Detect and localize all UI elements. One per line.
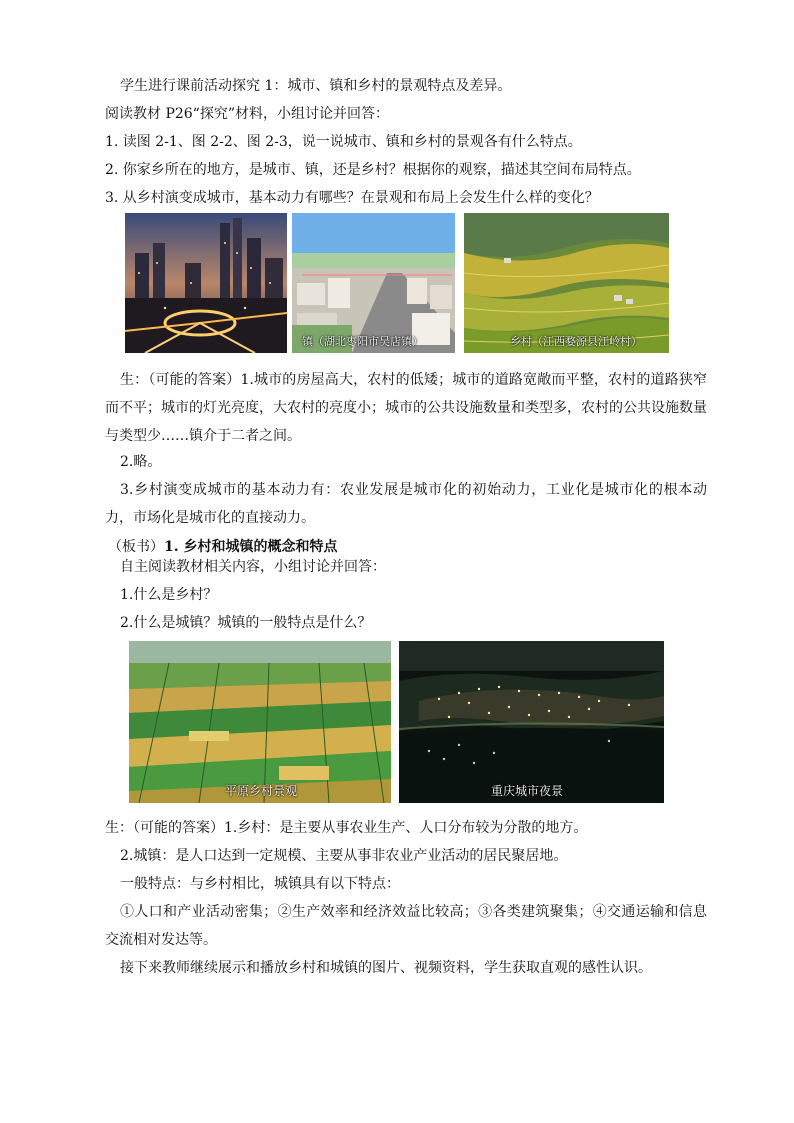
closing-remark: 接下来教师继续展示和播放乡村和城镇的图片、视频资料，学生获取直观的感性认识。 xyxy=(120,960,652,976)
answer-2: 2.略。 xyxy=(120,454,162,470)
question-3: 3. 从乡村演变成城市，基本动力有哪些？在景观和布局上会发生什么样的变化？ xyxy=(105,190,599,206)
question-what-is-village: 1.什么是乡村？ xyxy=(120,587,218,603)
chongqing-night-photo xyxy=(399,641,664,803)
answer-1: 生：（可能的答案）1.城市的房屋高大，农村的低矮；城市的道路宽敞而平整，农村的道路狭窄而不平；城市的灯光亮度，大农村的亮度小；城市的公共设施数量和类型多，农村的公共设施数量与类型少……镇介于二者之间。 xyxy=(105,372,707,444)
answer-3: 3.乡村演变成城市的基本动力有：农业发展是城市化的初始动力，工业化是城市化的根本动力，市场化是城市化的直接动力。 xyxy=(105,482,707,526)
question-1: 1. 读图 2-1、图 2-2、图 2-3，说一说城市、镇和乡村的景观各有什么特点。 xyxy=(105,134,582,150)
general-features-intro: 一般特点：与乡村相比，城镇具有以下特点： xyxy=(120,876,400,892)
board-title: 1. 乡村和城镇的概念和特点 xyxy=(164,539,338,555)
plain-village-photo xyxy=(129,641,391,803)
city-night-photo xyxy=(125,213,287,353)
question-2: 2. 你家乡所在的地方，是城市、镇，还是乡村？根据你的观察，描述其空间布局特点。 xyxy=(105,162,641,178)
chongqing-caption: 重庆城市夜景 xyxy=(491,784,564,798)
village-photo xyxy=(464,213,669,353)
board-heading xyxy=(108,537,718,557)
village-caption: 乡村（江西婺源县江岭村） xyxy=(510,335,642,348)
town-caption: 镇（湖北枣阳市吴店镇） xyxy=(302,335,423,348)
self-reading-instruction: 自主阅读教材相关内容，小组讨论并回答： xyxy=(120,559,386,575)
question-what-is-town: 2.什么是城镇？城镇的一般特点是什么？ xyxy=(120,615,372,631)
reading-instruction: 阅读教材 P26“探究”材料，小组讨论并回答： xyxy=(105,106,389,122)
board-prefix: （板书） xyxy=(108,539,164,555)
town-photo xyxy=(292,213,455,353)
answer-town-definition: 2.城镇：是人口达到一定规模、主要从事非农业产业活动的居民聚居地。 xyxy=(120,848,568,864)
activity-intro: 学生进行课前活动探究 1：城市、镇和乡村的景观特点及差异。 xyxy=(120,78,512,94)
town-features: ①人口和产业活动密集；②生产效率和经济效益比较高；③各类建筑聚集；④交通运输和信息交流相对发达等。 xyxy=(105,904,707,948)
answer-village-definition: 生：（可能的答案）1.乡村：是主要从事农业生产、人口分布较为分散的地方。 xyxy=(105,820,588,836)
plain-village-caption: 平原乡村景观 xyxy=(225,784,298,798)
